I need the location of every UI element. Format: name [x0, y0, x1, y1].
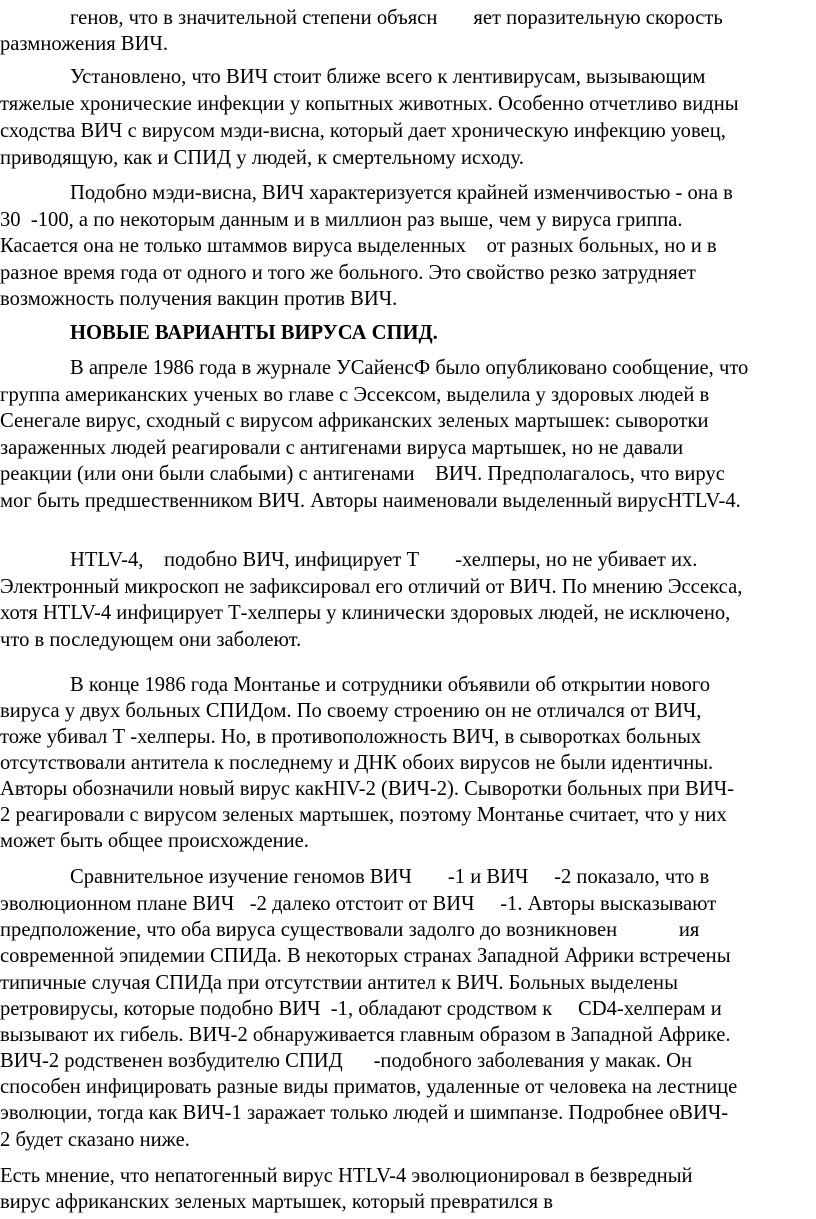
- text-line: Электронный микроскоп не зафиксировал его отличий от ВИЧ. По мнению Эссекса,: [0, 576, 743, 598]
- text-line: эволюционном плане ВИЧ -2 далеко отстоит от ВИЧ -1. Авторы высказывают: [0, 893, 717, 915]
- section-heading: НОВЫЕ ВАРИАНТЫ ВИРУСА СПИД.: [70, 322, 438, 344]
- text-line: может быть общее происхождение.: [0, 830, 309, 852]
- text-line: эволюции, тогда как ВИЧ-1 заражает только людей и шимпанзе. Подробнее оВИЧ-: [0, 1102, 729, 1124]
- text-line: Сравнительное изучение геномов ВИЧ -1 и ВИЧ -2 показало, что в: [70, 866, 710, 888]
- text-line: Касается она не только штаммов вируса выделенных от разных больных, но и в: [0, 235, 717, 257]
- text-line: современной эпидемии СПИДа. В некоторых странах Западной Африки встречены: [0, 945, 731, 967]
- text-line: тяжелые хронические инфекции у копытных животных. Особенно отчетливо видны: [0, 93, 739, 115]
- text-line: HTLV-4, подобно ВИЧ, инфицирует Т -хелперы, но не убивает их.: [70, 549, 698, 571]
- text-line: возможность получения вакцин против ВИЧ.: [0, 288, 398, 310]
- text-line: ретровирусы, которые подобно ВИЧ -1, обладают сродством к CD4-хелперам и: [0, 998, 722, 1020]
- text-line: 2 будет сказано ниже.: [0, 1129, 190, 1151]
- text-line: способен инфицировать разные виды приматов, удаленные от человека на лестнице: [0, 1076, 738, 1098]
- text-line: Установлено, что ВИЧ стоит ближе всего к лентивирусам, вызывающим: [70, 66, 706, 88]
- text-line: зараженных людей реагировали с антигенами вируса мартышек, но не давали: [0, 437, 684, 459]
- text-line: В апреле 1986 года в журнале УСайенсФ было опубликовано сообщение, что: [70, 357, 749, 379]
- text-line: генов, что в значительной степени объясн яет поразительную скорость: [70, 7, 723, 29]
- text-line: отсутствовали антитела к последнему и ДНК обоих вирусов не были идентичны.: [0, 752, 714, 774]
- text-line: вируса у двух больных СПИДом. По своему строению он не отличался от ВИЧ,: [0, 700, 702, 722]
- text-line: вызывают их гибель. ВИЧ-2 обнаруживается главным образом в Западной Африке.: [0, 1024, 731, 1046]
- text-line: реакции (или они были слабыми) с антигенами ВИЧ. Предполагалось, что вирус: [0, 463, 725, 485]
- text-line: группа американских ученых во главе с Эссексом, выделила у здоровых людей в: [0, 384, 710, 406]
- text-line: ВИЧ-2 родственен возбудителю СПИД -подобного заболевания у макак. Он: [0, 1050, 693, 1072]
- text-line: хотя HTLV-4 инфицирует Т-хелперы у клинически здоровых людей, не исключено,: [0, 602, 731, 624]
- text-line: что в последующем они заболеют.: [0, 629, 302, 651]
- text-line: 30 -100, а по некоторым данным и в миллион раз выше, чем у вируса гриппа.: [0, 209, 683, 231]
- text-line: 2 реагировали с вирусом зеленых мартышек, поэтому Монтанье считает, что у них: [0, 804, 727, 826]
- text-line: размножения ВИЧ.: [0, 33, 169, 55]
- text-line: приводящую, как и СПИД у людей, к смертельному исходу.: [0, 147, 524, 169]
- text-line: В конце 1986 года Монтанье и сотрудники объявили об открытии нового: [70, 674, 711, 696]
- text-line: вирус африканских зеленых мартышек, который превратился в: [0, 1191, 553, 1213]
- text-line: разное время года от одного и того же больного. Это свойство резко затрудняет: [0, 262, 696, 284]
- text-line: тоже убивал Т -хелперы. Но, в противоположность ВИЧ, в сыворотках больных: [0, 726, 702, 748]
- text-line: Подобно мэди-висна, ВИЧ характеризуется крайней изменчивостью - она в: [70, 182, 733, 204]
- text-line: сходства ВИЧ с вирусом мэди-висна, который дает хроническую инфекцию уовец,: [0, 120, 726, 142]
- text-line: Есть мнение, что непатогенный вирус HTLV-4 эволюционировал в безвредный: [0, 1165, 693, 1187]
- text-line: предположение, что оба вируса существовали задолго до возникновен ия: [0, 919, 700, 941]
- text-line: Авторы обозначили новый вирус какHIV-2 (ВИЧ-2). Сыворотки больных при ВИЧ-: [0, 778, 734, 800]
- text-line: мог быть предшественником ВИЧ. Авторы наименовали выделенный вирусHTLV-4.: [0, 490, 741, 512]
- text-line: типичные случая СПИДа при отсутствии антител к ВИЧ. Больных выделены: [0, 972, 678, 994]
- text-line: Сенегале вирус, сходный с вирусом африканских зеленых мартышек: сыворотки: [0, 410, 709, 432]
